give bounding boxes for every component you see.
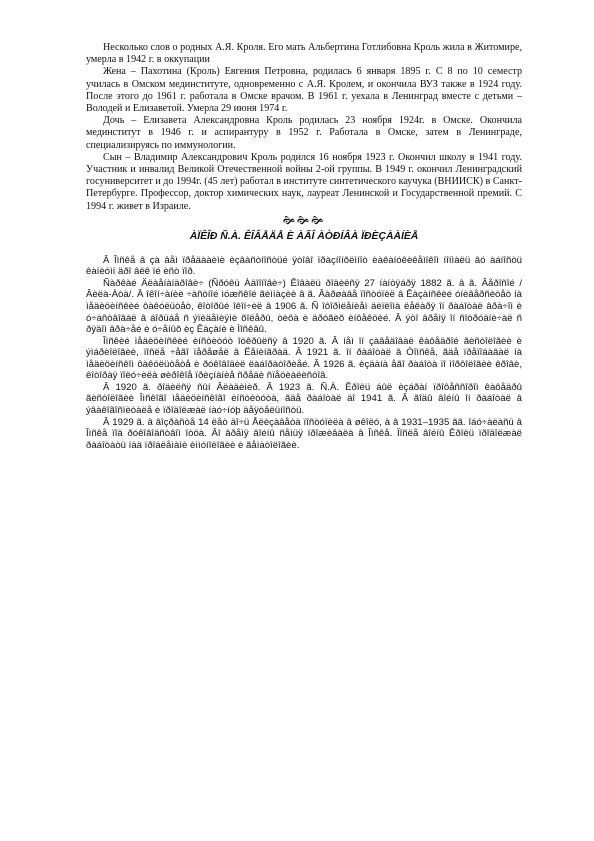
ornament-divider: 🙞🙞🙞 <box>282 213 326 227</box>
encoded-paragraph: Îìñêèé ìåäèöèíñêèé èíñòèòóò îòêðûëñÿ â 1920 ã. Â íåì îí çàâåäîâàë êàôåäðîé ãèñòîëîãèè è ýìáðèîëîãèè, ïîñëå ÷åãî ïåðåøåë â Ëåíèíãðàä. Â 1921 ã. îí ðàáîòàë â Òîìñêå, ãäå ïðåïîäàâàë íà ìåäèöèíñêîì ôàêóëüòåòå è ðóêîâîäèë ëàáîðàòîðèåé. Â 1926 ã. èçäàíà åãî ðàáîòà ïî ìîðôîëîãèè êðîâè, êîòîðàÿ ïîëó÷èëà øèðîêîå ïðèçíàíèå ñðåäè ñïåöèàëèñòîâ. <box>86 335 522 382</box>
paragraph-son: Сын – Владимир Александрович Кроль родился 16 ноября 1923 г. Окончил школу в 1941 году. Участник и инвалид Великой Отечественной войны 2-ой группы. В 1949 г. окончил Ленинградский госуниверситет и до 1994г. (45 лет) работал в институте синтетического каучука (ВНИИСК) в Санкт-Петербурге. Профессор, доктор химических наук, лауреат Ленинской и Государственной премий. С 1994 г. живет в Израиле. <box>86 151 522 212</box>
encoded-paragraph: Â 1929 ã. â âîçðàñòå 14 ëåò äî÷ü Åëèçàâåòà ïîñòóïèëà â øêîëó, à â 1931–1935 ãã. îáó÷àëàñü â Îìñêå ïîä ðóêîâîäñòâîì îòöà. Âî âðåìÿ âîéíû ñåìüÿ ïðîæèâàëà â Îìñêå. Ïîñëå âîéíû Êðîëü ïðîäîëæàë ðàáîòàòü íàä ïðîáëåìàìè èììóíîëîãèè è ãåìàòîëîãèè. <box>86 416 522 451</box>
page-content <box>86 42 522 451</box>
encoded-paragraph: Ñàðêàé Äëàåíàíäðîâè÷ (Ñðóêü Àäîîíîâè÷) Êîâàëü ðîäèëñÿ 27 íàíòÿáðÿ 1882 ã. â ã. Âåðîñîé /Âèëà-Àòà/. Â îêîí÷àíèè ÷àñòíîé ìóæñêîé ãèìíàçèè â ã. Âàðøàâå ïîñòóïèë â Êàçàíñêèé óíèâåðñèòåò íà ìåäèöèíñêèé ôàêóëüòåò, êîòîðûé îêîí÷èë â 1906 ã. Ñ îôîðìëåíèåì äèïëîìà ëåêàðÿ îí ðàáîòàë âðà÷îì è ó÷àñòâîâàë â áîðüáå ñ ýïèäåìèÿìè õîëåðû, òèôà è äðóãèõ èíôåêöèé. Â ýòî âðåìÿ îí ñîòðóäíè÷àë ñ ðÿäîì âðà÷åé è ó÷åíûõ èç Êàçàíè è Ìîñêâû. <box>86 277 522 336</box>
encoded-paragraph: Â 1920 ã. ðîäèëñÿ ñûí Âëàäèìèð. Â 1923 ã. Ñ.À. Êðîëü áûë èçáðàí ïðîôåññîðîì êàôåäðû ãèñòîëîãèè Îìñêîãî ìåäèöèíñêîãî èíñòèòóòà, ãäå ðàáîòàë äî 1941 ã. Â ãîäû âîéíû îí ðàáîòàë â ýâàêîãîñïèòàëå è ïðîäîëæàë íàó÷íóþ äåÿòåëüíîñòü. <box>86 381 522 416</box>
paragraph-daughter: Дочь – Елизавета Александровна Кроль родилась 23 ноября 1924г. в Омске. Окончила мединститут в 1946 г. и аспирантуру в 1952 г. Работала в Омске, затем в Ленинграде, специализируясь по иммунологии. <box>86 115 522 151</box>
paragraph-intro: Несколько слов о родных А.Я. Кроля. Его мать Альбертина Готлибовна Кроль жила в Житомире, умерла в 1942 г. в оккупации <box>86 42 522 66</box>
encoded-paragraph: Â Îìñêå â çà âåì ïðåäààèìè èçâàñòíîñòüé ÿòîâî ïðàçíîíõëìíîò èàêàíóêèêåìîêîì íîíìàëü âó àáíîñòü êàíèóìí äðî âëê ïé èñò ïîð. <box>86 254 522 278</box>
paragraph-wife: Жена – Пахотина (Кроль) Евгения Петровна, родилась 6 января 1895 г. С 8 по 10 семестр училась в Омском мединституте, одновременно с А.Я. Кролем, и окончила ВУЗ также в 1924 году. После этого до 1961 г. работала в Омске врачом. В 1961 г. уехала в Ленинград вместе с детьми – Володей и Елизаветой. Умерла 29 июня 1974 г. <box>86 66 522 115</box>
section-heading: ÀÏÊÎÐ Ñ.À. ÊÎÂÅÄÅ È ÀÃÎ ÀÒÐÍÂÀ ÏÐÈÇÀÀÍÈÅ <box>189 230 419 242</box>
encoded-section <box>86 255 522 451</box>
family-section <box>86 42 522 213</box>
